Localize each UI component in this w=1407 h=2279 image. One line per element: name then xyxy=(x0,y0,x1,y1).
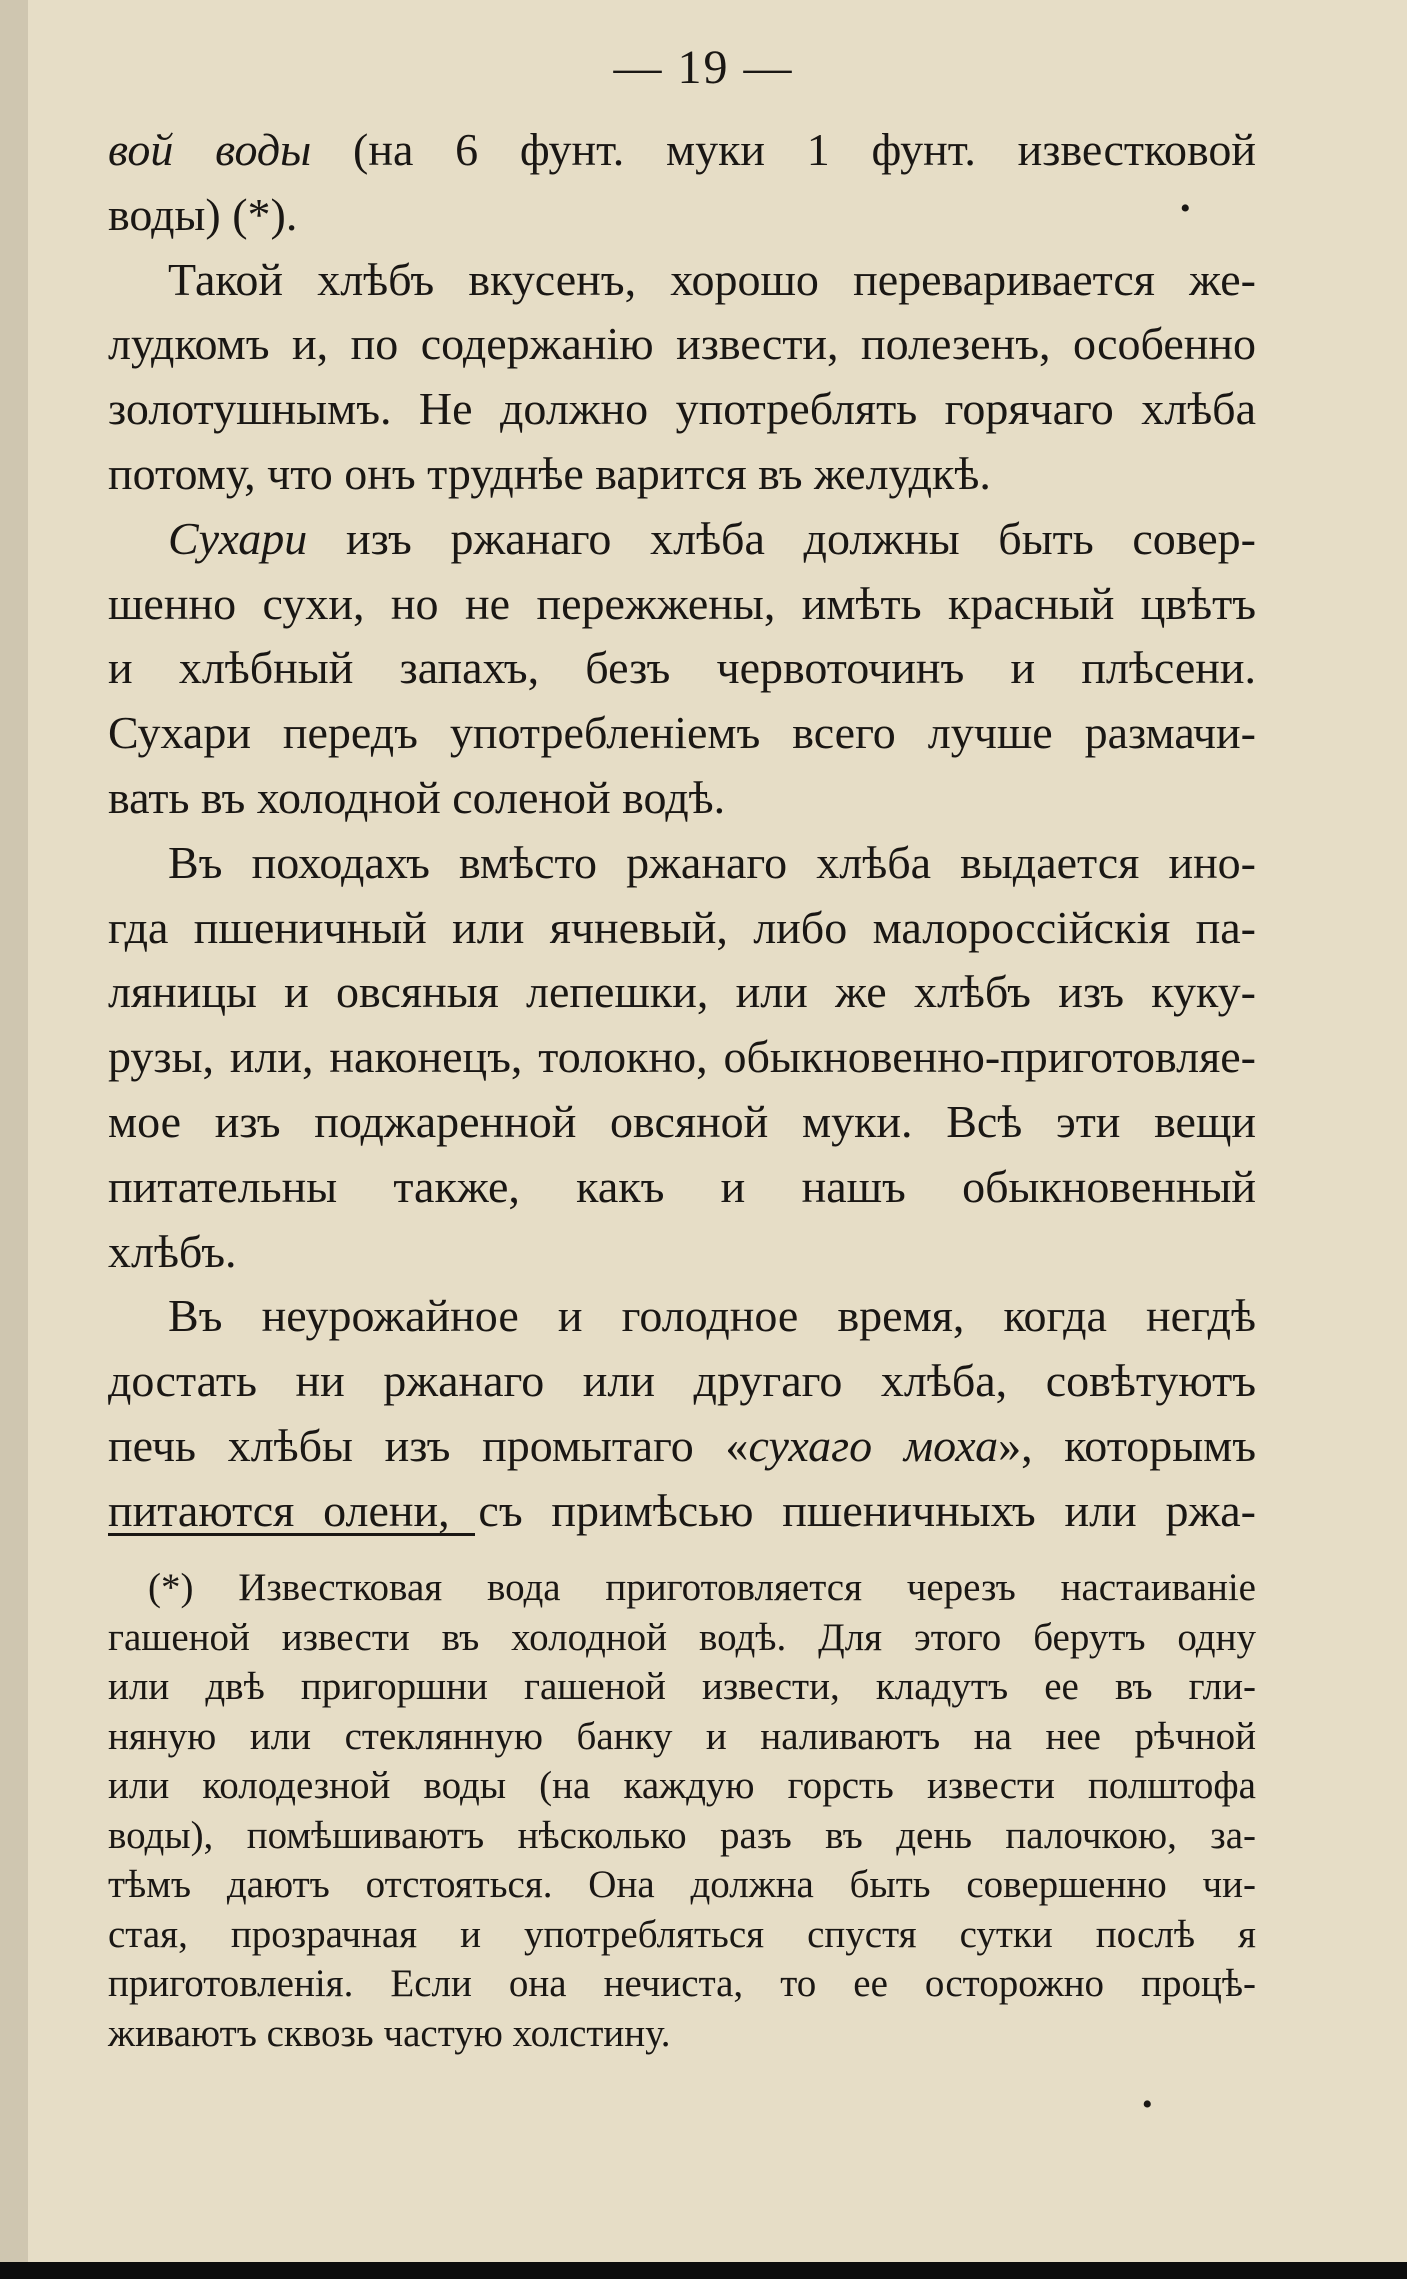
text-line: воды) (*). xyxy=(108,188,298,240)
footnote-line: приготовленія. Если она нечиста, то ее осторожно процѣ- xyxy=(108,1962,1256,2005)
italic-term: Сухари xyxy=(168,512,308,564)
text-line: золотушнымъ. Не должно употреблять горячаго хлѣба xyxy=(108,383,1256,435)
ink-speck-mark: • xyxy=(1180,192,1191,225)
text-line: мое изъ поджаренной овсяной муки. Всѣ эти вещи xyxy=(108,1095,1256,1147)
paragraph-start-line xyxy=(108,507,1256,572)
footnote-line: гашеной извести въ холодной водѣ. Для этого берутъ одну xyxy=(108,1615,1256,1659)
text-line xyxy=(108,118,1256,183)
text-line: лудкомъ и, по содержанію извести, полезенъ, особенно xyxy=(108,318,1256,370)
footnote-line: (*) Известковая вода приготовляется черезъ настаиваніе xyxy=(148,1566,1256,1609)
paragraph-start-line: Въ походахъ вмѣсто ржанаго хлѣба выдается ино- xyxy=(168,836,1256,888)
text-line: рузы, или, наконецъ, толокно, обыкновенно-приготовляе- xyxy=(108,1031,1256,1083)
page-binding-edge xyxy=(0,0,28,2279)
text-line: гда пшеничный или ячневый, либо малороссійскія па- xyxy=(108,901,1256,953)
text-fragment: изъ ржанаго хлѣба должны быть совер- xyxy=(307,512,1256,564)
text-line: питательны также, какъ и нашъ обыкновенный xyxy=(108,1160,1256,1212)
paragraph-start-line: Въ неурожайное и голодное время, когда негдѣ xyxy=(168,1290,1256,1342)
footnote-line: няную или стеклянную банку и наливаютъ на нее рѣчной xyxy=(108,1714,1256,1758)
italic-phrase: вой воды xyxy=(108,124,312,175)
text-line: шенно сухи, но не пережжены, имѣть красный цвѣтъ xyxy=(108,577,1256,629)
footnote-line: или колодезной воды (на каждую горсть извести полштофа xyxy=(108,1764,1256,1807)
text-line: хлѣбъ. xyxy=(108,1225,237,1277)
text-line: и хлѣбный запахъ, безъ червоточинъ и плѣсени. xyxy=(108,642,1256,694)
footnote-line: живаютъ сквозь частую холстину. xyxy=(108,2011,671,2055)
text-line: достать ни ржанаго или другаго хлѣба, совѣтуютъ xyxy=(108,1355,1256,1407)
text-line xyxy=(108,1414,1256,1479)
ink-speck-mark: • xyxy=(1142,2088,1153,2121)
footnote-line: воды), помѣшиваютъ нѣсколько разъ въ день палочкою, за- xyxy=(108,1813,1256,1857)
italic-term: сухаго моха xyxy=(748,1419,999,1471)
footnote-line: стая, прозрачная и употребляться спустя сутки послѣ я xyxy=(108,1912,1256,1956)
text-line: вать въ холодной соленой водѣ. xyxy=(108,771,726,823)
text-fragment: », которымъ xyxy=(998,1419,1256,1471)
scan-bottom-edge xyxy=(0,2262,1407,2279)
main-text xyxy=(108,118,1256,1544)
footnote xyxy=(108,1563,1256,2058)
text-line: питаются олени, съ примѣсью пшеничныхъ или ржа- xyxy=(108,1484,1256,1536)
text-line: Сухари передъ употребленіемъ всего лучше размачи- xyxy=(108,707,1256,759)
paragraph-start-line: Такой хлѣбъ вкусенъ, хорошо переваривается же- xyxy=(168,253,1256,305)
page-number: — 19 — xyxy=(613,41,794,94)
text-line: ляницы и овсяныя лепешки, или же хлѣбъ изъ куку- xyxy=(108,966,1256,1018)
text-fragment: (на 6 фунт. муки 1 фунт. известковой xyxy=(311,124,1257,175)
footnote-line: или двѣ пригоршни гашеной извести, кладутъ ее въ гли- xyxy=(108,1665,1256,1708)
footnote-line: тѣмъ даютъ отстояться. Она должна быть совершенно чи- xyxy=(108,1863,1256,1906)
footnote-divider xyxy=(108,1533,475,1536)
text-fragment: печь хлѣбы изъ промытаго « xyxy=(108,1419,749,1471)
text-line: потому, что онъ труднѣе варится въ желудкѣ. xyxy=(108,447,991,499)
